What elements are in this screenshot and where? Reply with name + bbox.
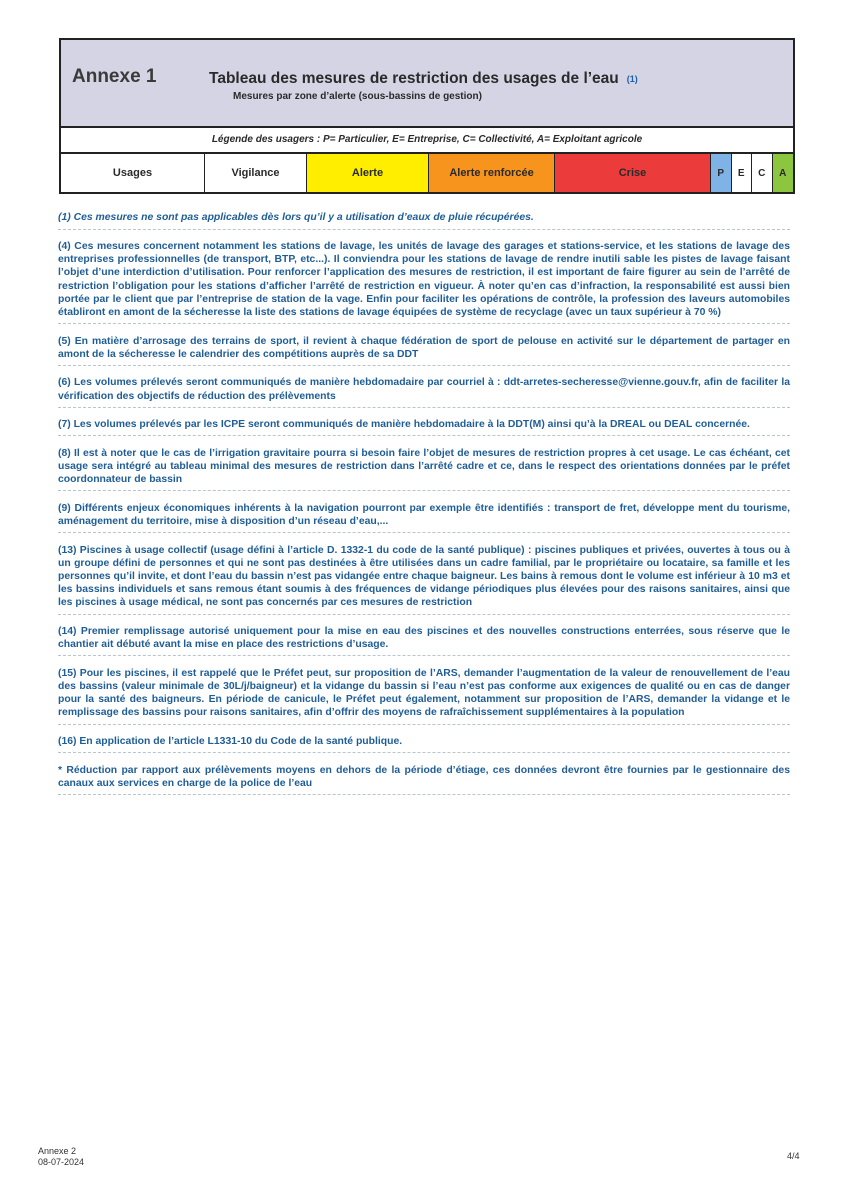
column-alerte-renforcee: Alerte renforcée bbox=[429, 154, 555, 192]
restriction-table-header bbox=[59, 38, 795, 194]
footnote: (6) Les volumes prélevés seront communiqués de manière hebdomadaire par courriel à : ddt-arretes-secheresse@vienne.gouv.fr, afin de faciliter la vérification des objectifs de réduction des prélèvements bbox=[58, 376, 790, 407]
column-entreprise: E bbox=[732, 154, 753, 192]
column-crise: Crise bbox=[555, 154, 711, 192]
footnote: (4) Ces mesures concernent notamment les stations de lavage, les unités de lavage des garages et stations-service, et les stations de lavage des entreprises professionnelles (de transport, BTP, etc...). Il conviendra pour les stations de lavage de rendre inutili sable les pistes de lavage faisant l’objet d’une interdiction d’utilisation. Pour renforcer l’application des mesures de restriction, il est important de faire figurer au sein de l’arrêté de restriction l’obligation pour les stations d’afficher l’arrêté de restriction en vigueur. À noter qu’en cas d’infraction, la responsabilité est aussi bien portée par le client que par l’entreprise de station de la vage. Enfin pour faciliter les opérations de contrôle, la profession des laveurs automobiles établiront en amont de la sécheresse la liste des stations de lavage équipées de système de recyclage (avec un taux supérieur à 70 %) bbox=[58, 240, 790, 324]
footnote: (16) En application de l’article L1331-10 du Code de la santé publique. bbox=[58, 735, 790, 753]
footer-document-info bbox=[38, 1146, 84, 1168]
table-title bbox=[209, 70, 638, 88]
footnote: (5) En matière d’arrosage des terrains de sport, il revient à chaque fédération de sport de pelouse en activité sur le département de partager en amont de la sécheresse le calendrier des compétitions auprès de sa DDT bbox=[58, 335, 790, 366]
footnote: * Réduction par rapport aux prélèvements moyens en dehors de la période d’étiage, ces données devront être fournies par le gestionnaire des canaux aux services en charge de la police de l’eau bbox=[58, 764, 790, 795]
annexe-label: Annexe 1 bbox=[72, 66, 157, 87]
footnote: (13) Piscines à usage collectif (usage défini à l’article D. 1332-1 du code de la santé publique) : piscines publiques et privées, ouvertes à tous ou à un groupe défini de personnes et qui ne sont pas destinées à être utilisées dans un cadre familial, par le propriétaire ou locataire, sa famille et les personnes qu’il invite, et dont l’eau du bassin n’est pas vidangée entre chaque baigneur. Les bains à remous dont le volume est inférieur à 10 m3 et les bassins individuels et sans remous étant soumis à des fréquences de vidange périodiques plus élevées pour des raisons sanitaires, ainsi que les piscines à usage médical, ne sont pas concernés par ces mesures de restriction bbox=[58, 544, 790, 615]
footnote: (1) Ces mesures ne sont pas applicables dès lors qu’il y a utilisation d’eaux de pluie récupérées. bbox=[58, 211, 790, 229]
footer-date: 08-07-2024 bbox=[38, 1157, 85, 1167]
page-number: 4/4 bbox=[787, 1151, 800, 1161]
table-title-note: (1) bbox=[626, 74, 638, 84]
column-collectivite: C bbox=[752, 154, 773, 192]
column-usages: Usages bbox=[61, 154, 205, 192]
footnotes bbox=[58, 201, 790, 801]
column-exploitant-agricole: A bbox=[773, 154, 794, 192]
column-alerte: Alerte bbox=[307, 154, 429, 192]
table-subtitle: Mesures par zone d’alerte (sous-bassins de gestion) bbox=[233, 91, 482, 102]
column-header-row bbox=[61, 154, 793, 192]
footnote: (15) Pour les piscines, il est rappelé que le Préfet peut, sur proposition de l’ARS, demander l’augmentation de la valeur de renouvellement de l’eau des bassins (valeur minimale de 30L/j/baigneur) et la vidange du bassin si l’eau n’est pas conforme aux exigences de qualité ou en cas de danger pour la santé des baigneurs. En période de canicule, le Préfet peut également, notamment sur proposition de l’ARS, demander la vidange et le remplissage des bassins pour raisons sanitaires, afin d’offrir des moyens de rafraîchissement supplémentaires à la population bbox=[58, 667, 790, 725]
footer-doc-label: Annexe 2 bbox=[38, 1146, 77, 1156]
table-title-text: Tableau des mesures de restriction des usages de l’eau bbox=[209, 70, 619, 87]
users-legend: Légende des usagers : P= Particulier, E= Entreprise, C= Collectivité, A= Exploitant agricole bbox=[61, 128, 793, 154]
column-particulier: P bbox=[711, 154, 732, 192]
column-vigilance: Vigilance bbox=[205, 154, 307, 192]
footnote: (8) Il est à noter que le cas de l’irrigation gravitaire pourra si besoin faire l’objet de mesures de restriction propres à cet usage. Le cas échéant, cet usage sera intégré au tableau minimal des mesures de restriction dans l’arrêté cadre et ce, dans le respect des orientations données par le préfet coordonnateur de bassin bbox=[58, 447, 790, 492]
footnote: (14) Premier remplissage autorisé uniquement pour la mise en eau des piscines et des nouvelles constructions enterrées, sous réserve que le chantier ait débuté avant la mise en place des restrictions d’usage. bbox=[58, 625, 790, 656]
footnote: (9) Différents enjeux économiques inhérents à la navigation pourront par exemple être identifiés : transport de fret, développe ment du tourisme, aménagement du territoire, mise à disposition d’un réseau d’eau,... bbox=[58, 502, 790, 533]
footnote: (7) Les volumes prélevés par les ICPE seront communiqués de manière hebdomadaire à la DDT(M) ainsi qu’à la DREAL ou DEAL concernée. bbox=[58, 418, 790, 436]
title-row bbox=[61, 40, 793, 128]
